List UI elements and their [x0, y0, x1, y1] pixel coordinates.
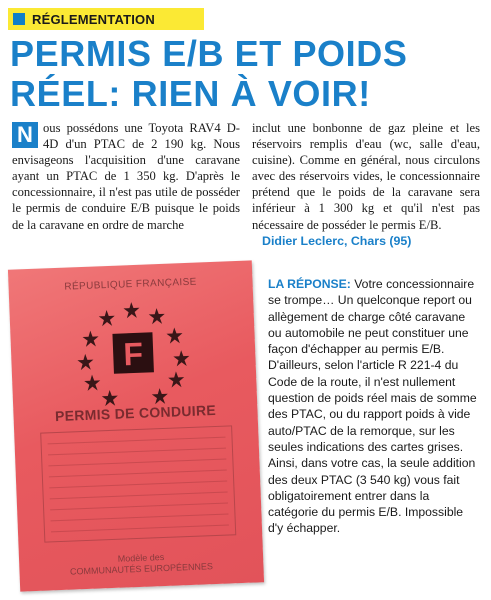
driving-license-image [8, 260, 264, 591]
card-footer [19, 548, 264, 579]
answer-label: LA RÉPONSE: [268, 277, 351, 291]
eu-stars-emblem-icon [61, 294, 205, 409]
card-categories-box [40, 425, 236, 542]
answer-block [268, 276, 480, 537]
letter-text-1: ous possédons une Toyota RAV4 D-4D d'un PTAC de 2 190 kg. Nous envisageons l'acquisition d'une caravane ayant un PTAC de 1 350 kg. D'après le concessionnaire, il n'est pas utile de posséder le permis de conduire E/B puisque le poids de la caravane en ordre de marche [12, 121, 240, 232]
category-tag [8, 8, 204, 30]
letter-column-2 [252, 120, 480, 233]
card-footer-line-2: COMMUNAUTÉS EUROPÉENNES [69, 561, 214, 577]
headline [10, 34, 480, 114]
letter-column-1 [12, 120, 240, 233]
dropcap: N [12, 122, 38, 148]
headline-line-2: RÉEL: RIEN À VOIR! [10, 73, 371, 114]
letter-text-2: inclut une bonbonne de gaz pleine et les réservoirs remplis d'eau (wc, salle d'eau, cuisine). Comme en général, nous circulons avec des réservoirs vides, le concessionnaire prétend que le poids de la caravane sera inférieur à 1 300 kg et qu'il n'est pas nécessaire de posséder le permis E/B. [252, 121, 480, 232]
headline-line-1: PERMIS E/B ET POIDS [10, 33, 408, 74]
category-square-icon [13, 13, 25, 25]
category-label: RÉGLEMENTATION [32, 11, 155, 27]
card-footer-line-1: Modèle des [117, 552, 165, 564]
card-title: PERMIS DE CONDUIRE [54, 401, 217, 425]
letter-author: Didier Leclerc, Chars (95) [262, 234, 412, 248]
answer-text: Votre concessionnaire se trompe… Un quelconque report ou allègement de charge côté caravane ou automobile ne peut constituer une façon d'échapper au permis E/B. D'ailleurs, selon l'article R 221-4 du Code de la route, il n'est nullement question de poids réel mais de somme des PTAC, ou du rapport poids à vide auto/PTAC de la remorque, sur les seules indications des cartes grises. Ainsi, dans votre cas, la seule addition des deux PTAC (3 540 kg) vous fait obligatoirement entrer dans la catégorie du permis E/B. Impossible d'y échapper. [268, 277, 477, 536]
card-republic: RÉPUBLIQUE FRANÇAISE [64, 276, 197, 293]
card-country-letter: F [122, 335, 144, 373]
